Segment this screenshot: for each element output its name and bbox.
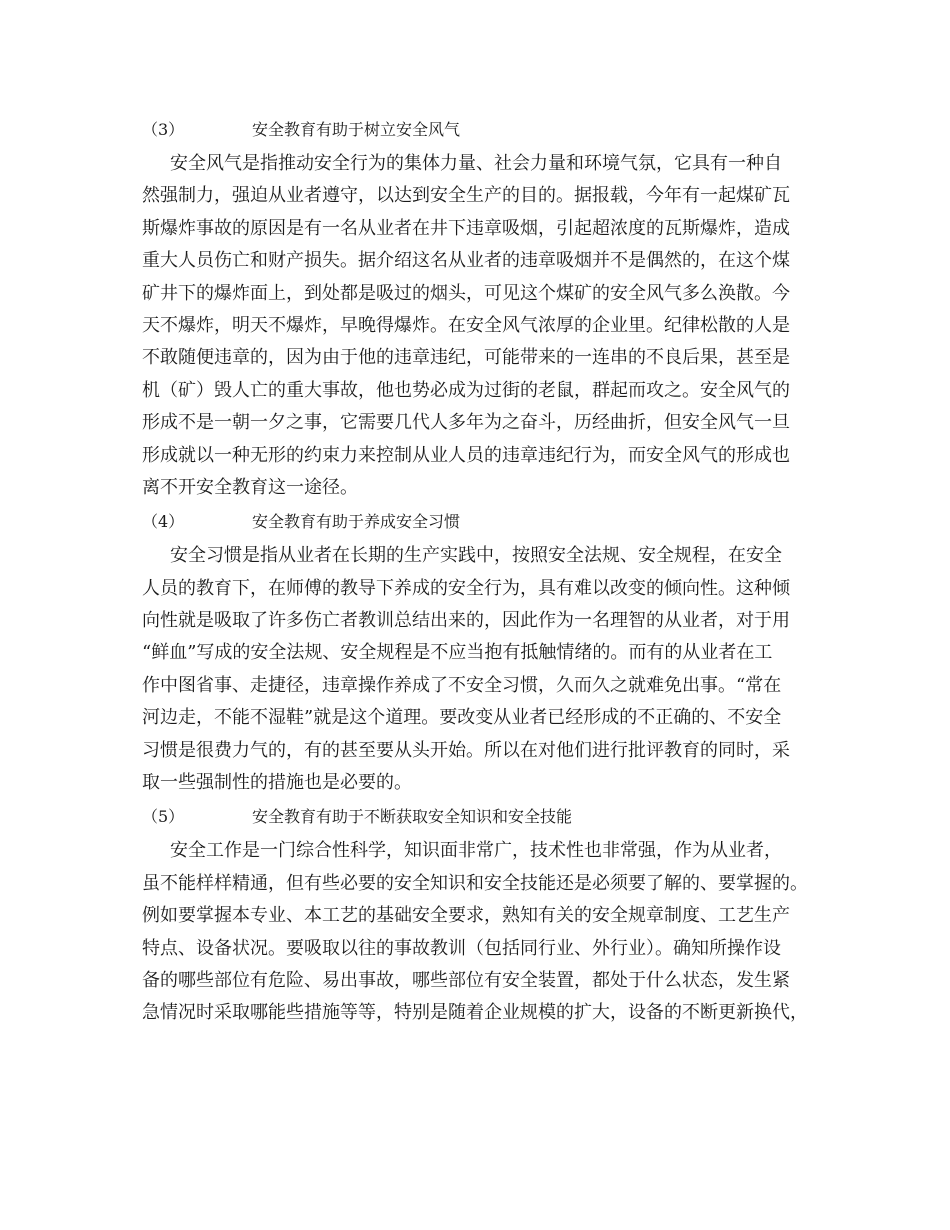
paragraph-line: 备的哪些部位有危险、易出事故，哪些部位有安全装置，都处于什么状态，发生紧 [142, 969, 790, 991]
paragraph-line: 形成不是一朝一夕之事，它需要几代人多年为之奋斗，历经曲折，但安全风气一旦 [142, 412, 790, 434]
section-heading-4 [142, 504, 822, 540]
paragraph-line: 天不爆炸，明天不爆炸，早晚得爆炸。在安全风气浓厚的企业里。纪律松散的人是 [142, 314, 790, 336]
paragraph-line: 矿井下的爆炸面上，到处都是吸过的烟头，可见这个煤矿的安全风气多么涣散。今 [142, 282, 790, 304]
paragraph-line: 急情况时采取哪能些措施等等，特别是随着企业规模的扩大，设备的不断更新换代， [142, 1002, 808, 1024]
paragraph-line: 形成就以一种无形的约束力来控制从业人员的违章违纪行为，而安全风气的形成也 [142, 444, 790, 466]
paragraph-line: 离不开安全教育这一途径。 [142, 476, 358, 498]
paragraph-line: 人员的教育下，在师傅的教导下养成的安全行为，具有难以改变的倾向性。这种倾 [142, 577, 790, 599]
section-number: （4） [142, 512, 185, 532]
paragraph-line: 取一些强制性的措施也是必要的。 [142, 772, 412, 794]
paragraph-line: “鲜血”写成的安全法规、安全规程是不应当抱有抵触情绪的。而有的从业者在工 [142, 642, 773, 664]
section-title: 安全教育有助于养成安全习惯 [252, 512, 461, 532]
paragraph-line: 机（矿）毁人亡的重大事故，他也势必成为过街的老鼠，群起而攻之。安全风气的 [142, 379, 790, 401]
paragraph-line: 安全风气是指推动安全行为的集体力量、社会力量和环境气氛，它具有一种自 [170, 153, 782, 174]
section-number: （3） [142, 120, 185, 139]
document-page [142, 112, 822, 1030]
paragraph-line: 例如要掌握本专业、本工艺的基础安全要求，熟知有关的安全规章制度、工艺生产 [142, 905, 790, 927]
section-heading-5 [142, 799, 822, 835]
paragraph-line: 作中图省事、走捷径，违章操作养成了不安全习惯，久而久之就难免出事。“常在 [142, 674, 782, 696]
paragraph-line: 河边走，不能不湿鞋”就是这个道理。要改变从业者已经形成的不正确的、不安全 [142, 707, 782, 729]
section-title: 安全教育有助于不断获取安全知识和安全技能 [252, 807, 573, 827]
section-title: 安全教育有助于树立安全风气 [252, 120, 461, 139]
paragraph-line: 习惯是很费力气的，有的甚至要从头开始。所以在对他们进行批评教育的同时，采 [142, 739, 790, 761]
paragraph-line: 重大人员伤亡和财产损失。据介绍这名从业者的违章吸烟并不是偶然的，在这个煤 [142, 250, 790, 272]
section-paragraph-3 [142, 148, 822, 504]
section-number: （5） [142, 807, 185, 827]
section-paragraph-5 [142, 835, 822, 1029]
section-heading-3 [142, 112, 822, 148]
paragraph-line: 向性就是吸取了许多伤亡者教训总结出来的，因此作为一名理智的从业者，对于用 [142, 610, 790, 632]
paragraph-line: 安全习惯是指从业者在长期的生产实践中，按照安全法规、安全规程，在安全 [170, 545, 782, 567]
paragraph-line: 斯爆炸事故的原因是有一名从业者在井下违章吸烟，引起超浓度的瓦斯爆炸，造成 [142, 217, 790, 239]
paragraph-line: 然强制力，强迫从业者遵守，以达到安全生产的目的。据报载，今年有一起煤矿瓦 [142, 185, 790, 207]
paragraph-line: 特点、设备状况。要吸取以往的事故教训（包括同行业、外行业）。确知所操作设 [142, 937, 781, 959]
paragraph-line: 安全工作是一门综合性科学，知识面非常广，技术性也非常强，作为从业者， [170, 840, 782, 862]
paragraph-line: 虽不能样样精通，但有些必要的安全知识和安全技能还是必须要了解的、要掌握的。 [142, 872, 808, 894]
section-paragraph-4 [142, 540, 822, 799]
paragraph-line: 不敢随便违章的，因为由于他的违章违纪，可能带来的一连串的不良后果，甚至是 [142, 347, 790, 369]
